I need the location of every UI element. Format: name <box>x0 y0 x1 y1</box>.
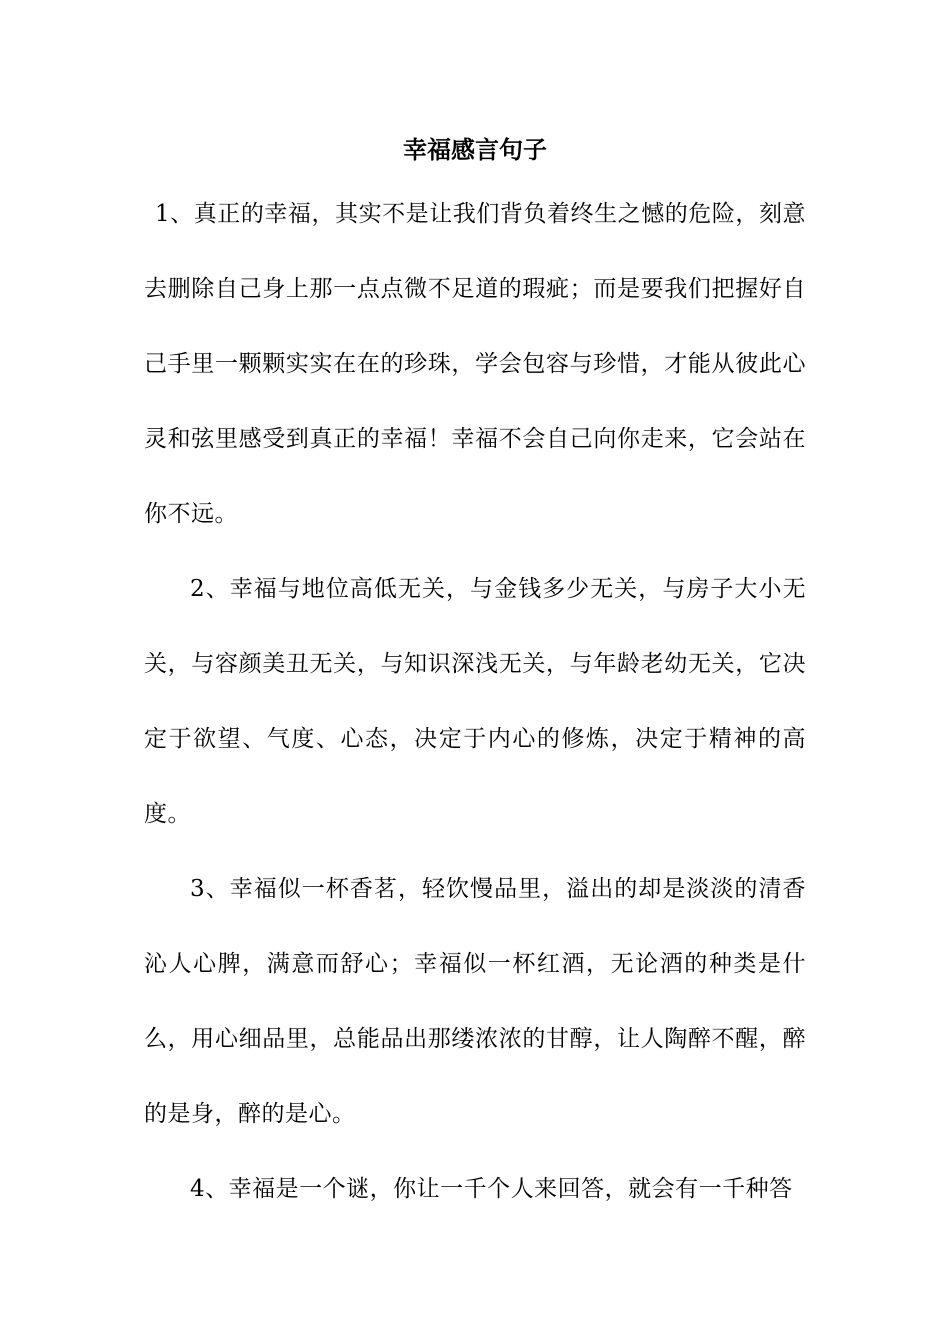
document-title: 幸福感言句子 <box>403 135 547 164</box>
paragraph-4: 4、幸福是一个谜，你让一千个人来回答，就会有一千种答 <box>190 1176 793 1202</box>
document-body <box>144 177 806 1227</box>
paragraph-2: 2、幸福与地位高低无关，与金钱多少无关，与房子大小无关，与容颜美丑无关，与知识深浅无关，与年龄老幼无关，它决定于欲望、气度、心态，决定于内心的修炼，决定于精神的高度。 <box>144 576 806 827</box>
paragraph-1: 1、真正的幸福，其实不是让我们背负着终生之憾的危险，刻意去删除自己身上那一点点微不足道的瑕疵；而是要我们把握好自己手里一颗颗实实在在的珍珠，学会包容与珍惜，才能从彼此心灵和弦里感受到真正的幸福！幸福不会自己向你走来，它会站在你不远。 <box>144 201 806 527</box>
paragraph-3: 3、幸福似一杯香茗，轻饮慢品里，溢出的却是淡淡的清香沁人心脾，满意而舒心；幸福似一杯红酒，无论酒的种类是什么，用心细品里，总能品出那缕浓浓的甘醇，让人陶醉不醒，醉的是身，醉的是心。 <box>144 876 806 1127</box>
